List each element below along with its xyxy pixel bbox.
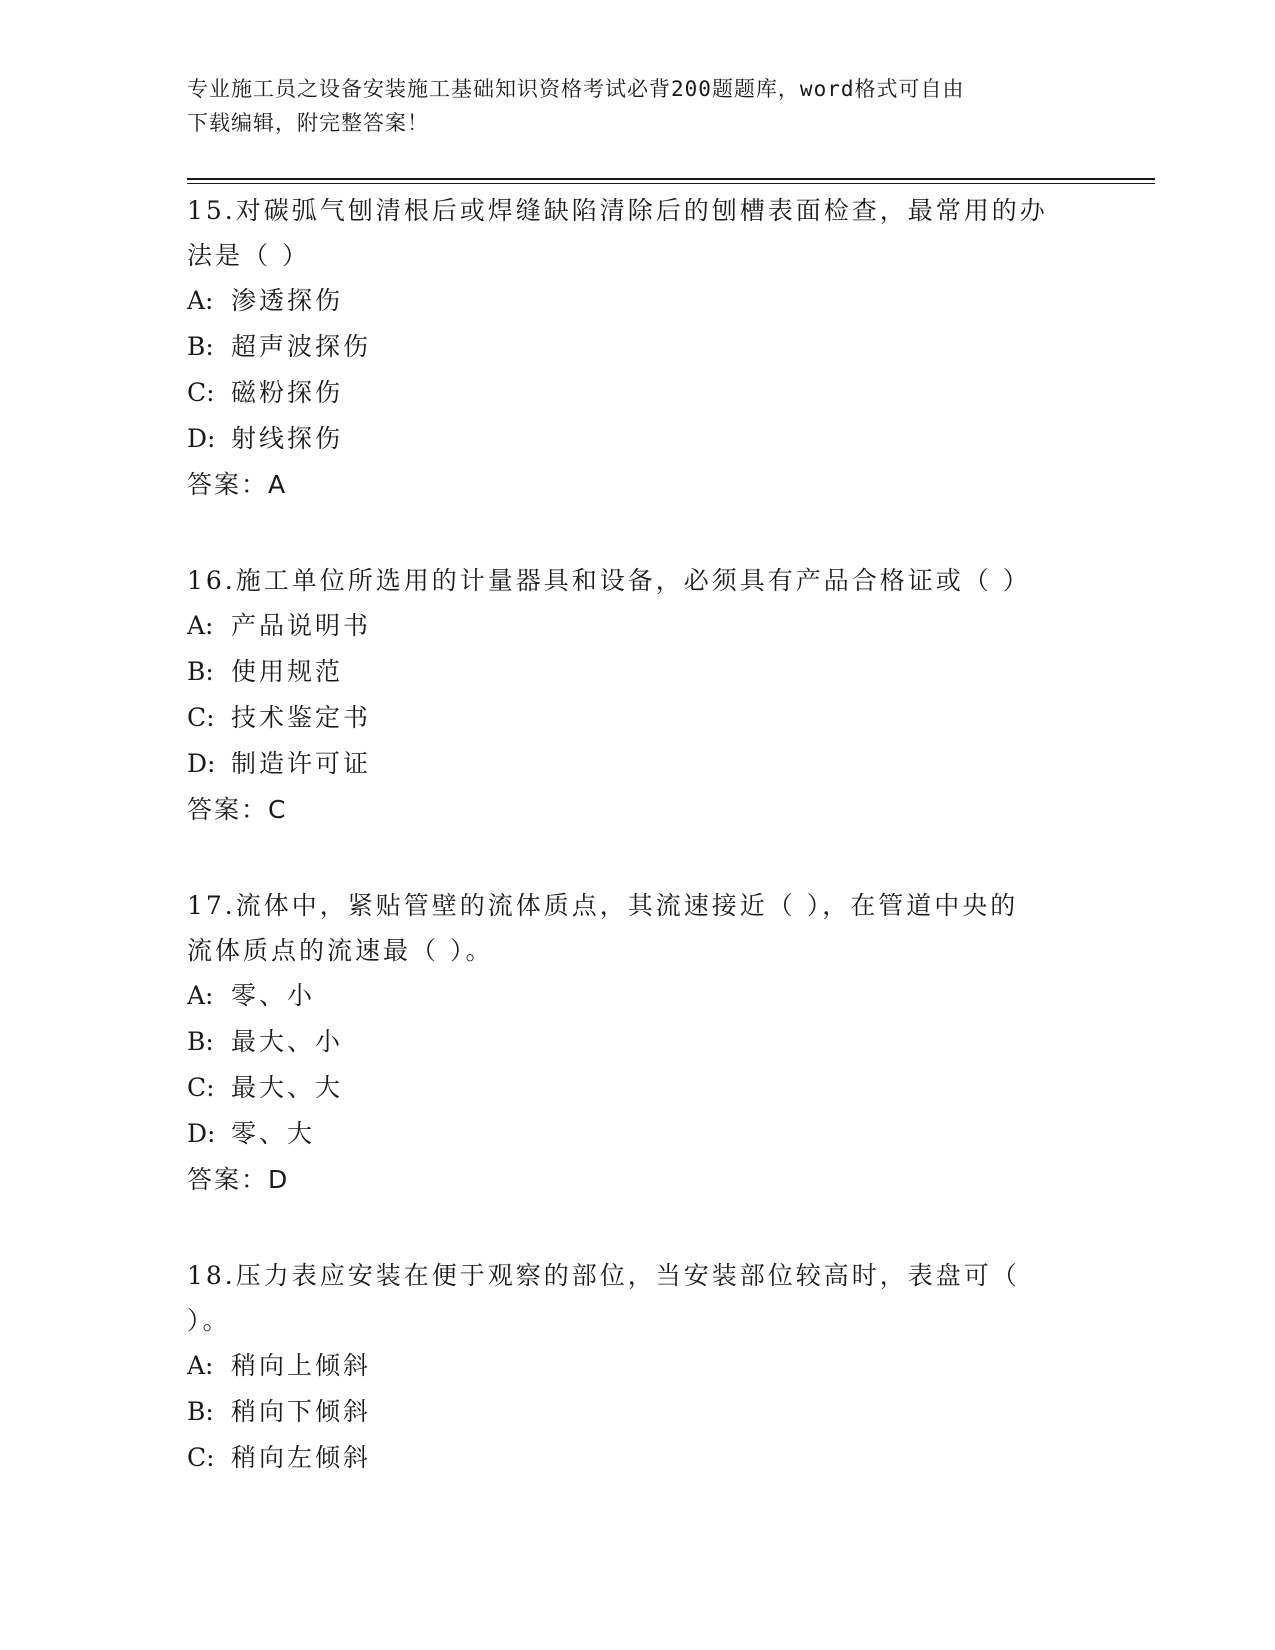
question-stem-line-1: 18.压力表应安装在便于观察的部位，当安装部位较高时，表盘可（	[187, 1261, 1020, 1290]
option-text: 渗透探伤	[231, 286, 344, 315]
option-key: C:	[187, 378, 215, 407]
document-header	[187, 72, 1067, 140]
question-stem-line-2: 法是（ ）	[187, 241, 310, 270]
header-line-2: 下载编辑，附完整答案！	[187, 111, 429, 135]
question-list	[187, 188, 1087, 1481]
answer-line: 答案：A	[187, 470, 288, 499]
answer-line: 答案：D	[187, 1165, 290, 1194]
answer-line: 答案：C	[187, 795, 288, 824]
option-text: 稍向下倾斜	[231, 1397, 372, 1426]
question-stem-line-1: 16.施工单位所选用的计量器具和设备，必须具有产品合格证或（ ）	[187, 566, 1031, 595]
option-key: D:	[187, 749, 216, 778]
option-text: 超声波探伤	[231, 332, 372, 361]
option-a	[187, 278, 1087, 324]
option-text: 产品说明书	[231, 611, 372, 640]
option-c	[187, 1435, 1087, 1481]
question-17	[187, 883, 1087, 1203]
option-d	[187, 741, 1087, 787]
question-stem-line-1: 17.流体中，紧贴管壁的流体质点，其流速接近（ ），在管道中央的	[187, 891, 1019, 920]
question-stem-line-2: 流体质点的流速最（ ）。	[187, 936, 494, 965]
option-key: C:	[187, 1073, 215, 1102]
option-key: A:	[187, 286, 214, 315]
option-c	[187, 695, 1087, 741]
option-a	[187, 1343, 1087, 1389]
option-key: C:	[187, 1443, 215, 1472]
option-key: A:	[187, 981, 214, 1010]
option-text: 零、大	[231, 1119, 316, 1148]
option-text: 最大、大	[231, 1073, 344, 1102]
option-key: B:	[187, 332, 214, 361]
option-key: D:	[187, 1119, 216, 1148]
option-text: 最大、小	[231, 1027, 344, 1056]
option-key: A:	[187, 1351, 214, 1380]
option-text: 稍向左倾斜	[231, 1443, 372, 1472]
option-a	[187, 603, 1087, 649]
option-key: B:	[187, 1397, 214, 1426]
option-d	[187, 416, 1087, 462]
option-text: 制造许可证	[231, 749, 372, 778]
header-line-1: 专业施工员之设备安装施工基础知识资格考试必背200题题库，word格式可自由	[187, 77, 965, 101]
question-stem-line-2: ）。	[187, 1306, 231, 1335]
option-key: D:	[187, 424, 216, 453]
option-c	[187, 370, 1087, 416]
option-key: B:	[187, 1027, 214, 1056]
option-b	[187, 1389, 1087, 1435]
option-text: 射线探伤	[231, 424, 344, 453]
question-16	[187, 558, 1087, 833]
question-15	[187, 188, 1087, 508]
option-c	[187, 1065, 1087, 1111]
option-text: 技术鉴定书	[231, 703, 372, 732]
option-key: C:	[187, 703, 215, 732]
question-stem-line-1: 15.对碳弧气刨清根后或焊缝缺陷清除后的刨槽表面检查，最常用的办	[187, 196, 1048, 225]
header-divider-thick	[187, 178, 1155, 180]
option-b	[187, 649, 1087, 695]
option-key: B:	[187, 657, 214, 686]
option-b	[187, 1019, 1087, 1065]
header-divider-thin	[187, 183, 1155, 184]
option-d	[187, 1111, 1087, 1157]
option-b	[187, 324, 1087, 370]
option-text: 磁粉探伤	[231, 378, 344, 407]
option-a	[187, 973, 1087, 1019]
option-text: 零、小	[231, 981, 316, 1010]
option-text: 稍向上倾斜	[231, 1351, 372, 1380]
option-key: A:	[187, 611, 214, 640]
question-18	[187, 1253, 1087, 1481]
option-text: 使用规范	[231, 657, 344, 686]
